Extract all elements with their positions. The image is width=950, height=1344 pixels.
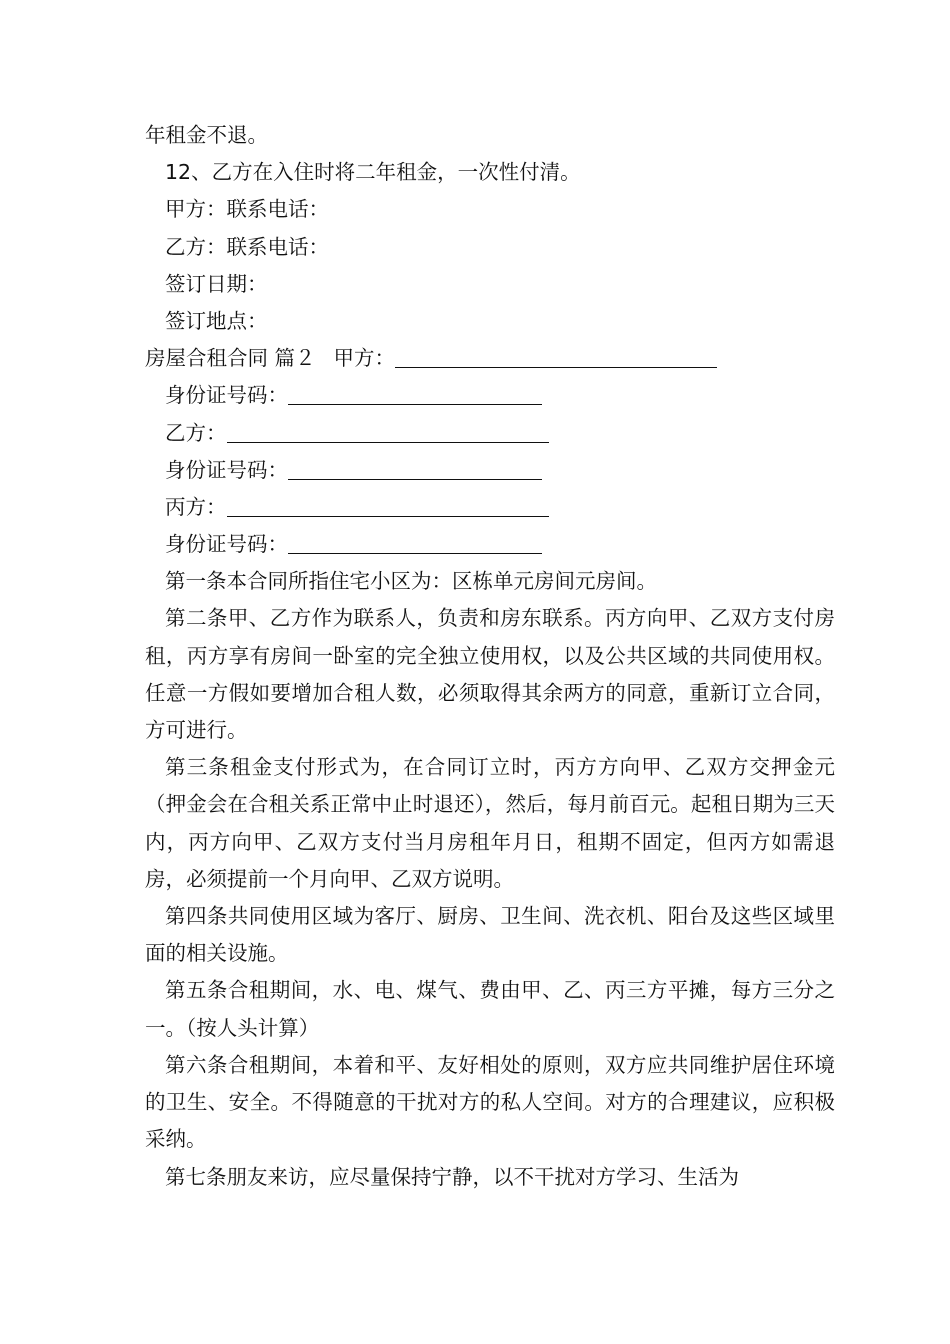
document-body — [145, 117, 835, 1196]
party-b-blank — [227, 420, 549, 443]
id-label: 身份证号码： — [165, 383, 288, 408]
text-line: 签订日期： — [165, 271, 268, 296]
party-a-blank — [395, 345, 717, 368]
party-c-blank — [227, 494, 549, 517]
id-label: 身份证号码： — [165, 532, 288, 557]
text-line: 乙方：联系电话： — [165, 234, 329, 259]
party-a-label: 甲方： — [333, 346, 396, 371]
article-5: 第五条合租期间，水、电、煤气、费由甲、乙、丙三方平摊，每方三分之一。（按人头计算） — [145, 978, 835, 1040]
section-title: 房屋合租合同 篇２ — [145, 346, 316, 371]
article-6: 第六条合租期间，本着和平、友好相处的原则，双方应共同维护居住环境的卫生、安全。不得随意的干扰对方的私人空间。对方的合理建议，应积极采纳。 — [145, 1052, 835, 1152]
article-3: 第三条租金支付形式为，在合同订立时，丙方方向甲、乙双方交押金元（押金会在合租关系正常中止时退还），然后，每月前百元。起租日期为三天内，丙方向甲、乙双方支付当月房租年月日，租期不固定，但丙方如需退房，必须提前一个月向甲、乙双方说明。 — [145, 755, 835, 891]
party-c-label: 丙方： — [165, 494, 227, 519]
text-line: 签订地点： — [165, 308, 268, 333]
article-2: 第二条甲、乙方作为联系人，负责和房东联系。丙方向甲、乙双方支付房租，丙方享有房间一卧室的完全独立使用权，以及公共区域的共同使用权。任意一方假如要增加合租人数，必须取得其余两方的同意，重新订立合同，方可进行。 — [145, 606, 835, 743]
party-c-id-line — [145, 526, 835, 563]
party-b-line — [145, 415, 835, 452]
party-a-id-line — [145, 377, 835, 414]
text-line: 12、乙方在入住时将二年租金，一次性付清。 — [165, 160, 581, 185]
article-7: 第七条朋友来访，应尽量保持宁静，以不干扰对方学习、生活为 — [165, 1164, 739, 1189]
party-b-id-line — [145, 452, 835, 489]
id-blank — [288, 382, 542, 405]
article-4: 第四条共同使用区域为客厅、厨房、卫生间、洗衣机、阳台及这些区域里面的相关设施。 — [145, 904, 835, 966]
article-1: 第一条本合同所指住宅小区为：区栋单元房间元房间。 — [165, 569, 657, 594]
id-blank — [288, 457, 542, 480]
id-label: 身份证号码： — [165, 457, 288, 482]
text-line: 年租金不退。 — [145, 123, 268, 147]
id-blank — [288, 531, 542, 554]
text-line: 甲方：联系电话： — [165, 197, 329, 222]
party-c-line — [145, 489, 835, 526]
party-b-label: 乙方： — [165, 420, 227, 445]
section-header-line — [145, 340, 835, 377]
